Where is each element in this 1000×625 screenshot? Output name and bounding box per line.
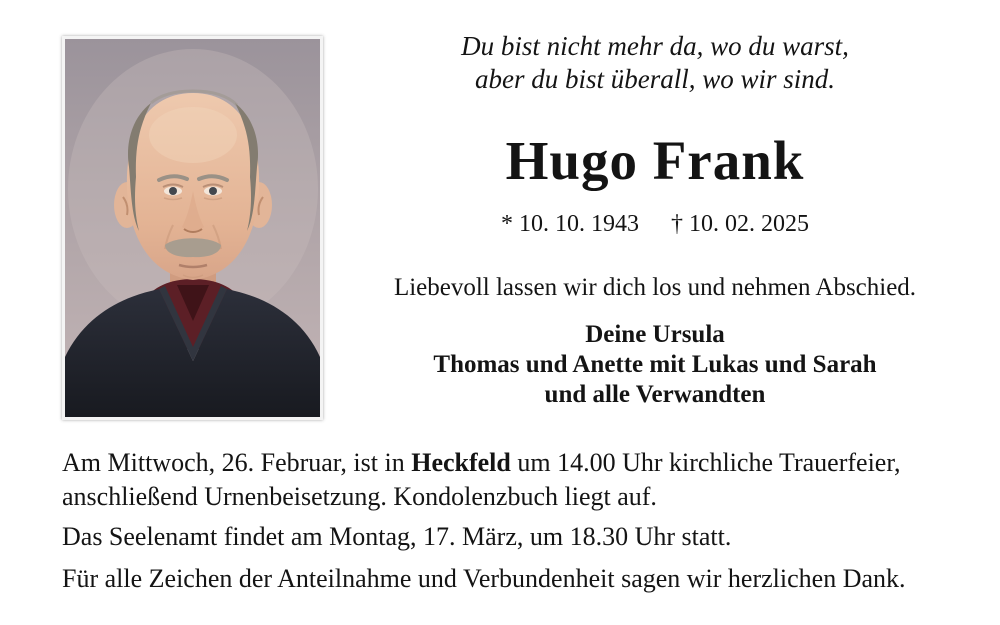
portrait-photo [62,36,323,420]
funeral-location: Heckfeld [411,448,511,477]
mourner-line: und alle Verwandten [544,381,766,408]
mourner-line: Deine Ursula [585,321,725,348]
quote-line-1: Du bist nicht mehr da, wo du warst, [461,31,849,61]
mourners-block [320,320,990,410]
deceased-name: Hugo Frank [505,130,805,191]
death-date: † 10. 02. 2025 [671,211,809,237]
funeral-announcement-pre: Am Mittwoch, 26. Februar, ist in [62,448,412,477]
birth-date: * 10. 10. 1943 [501,211,639,237]
farewell-line: Liebevoll lassen wir dich los und nehmen Abschied. [393,274,917,301]
life-dates [320,211,990,238]
quote-line-2: aber du bist überall, wo wir sind. [474,64,836,94]
requiem-announcement: Das Seelenamt findet am Montag, 17. März, um 18.30 Uhr statt. [62,522,732,551]
thanks-line: Für alle Zeichen der Anteilnahme und Verbundenheit sagen wir herzlichen Dank. [62,564,906,593]
mourner-line: Thomas und Anette mit Lukas und Sarah [433,351,877,378]
funeral-announcement [62,446,962,514]
memorial-quote [320,30,990,96]
portrait-photo-illustration [65,39,320,417]
announcements-block [62,446,962,596]
funeral-announcement-post: um 14.00 Uhr kirchliche Trauerfeier, anschließend Urnenbeisetzung. Kondolenzbuch liegt auf. [62,448,901,511]
